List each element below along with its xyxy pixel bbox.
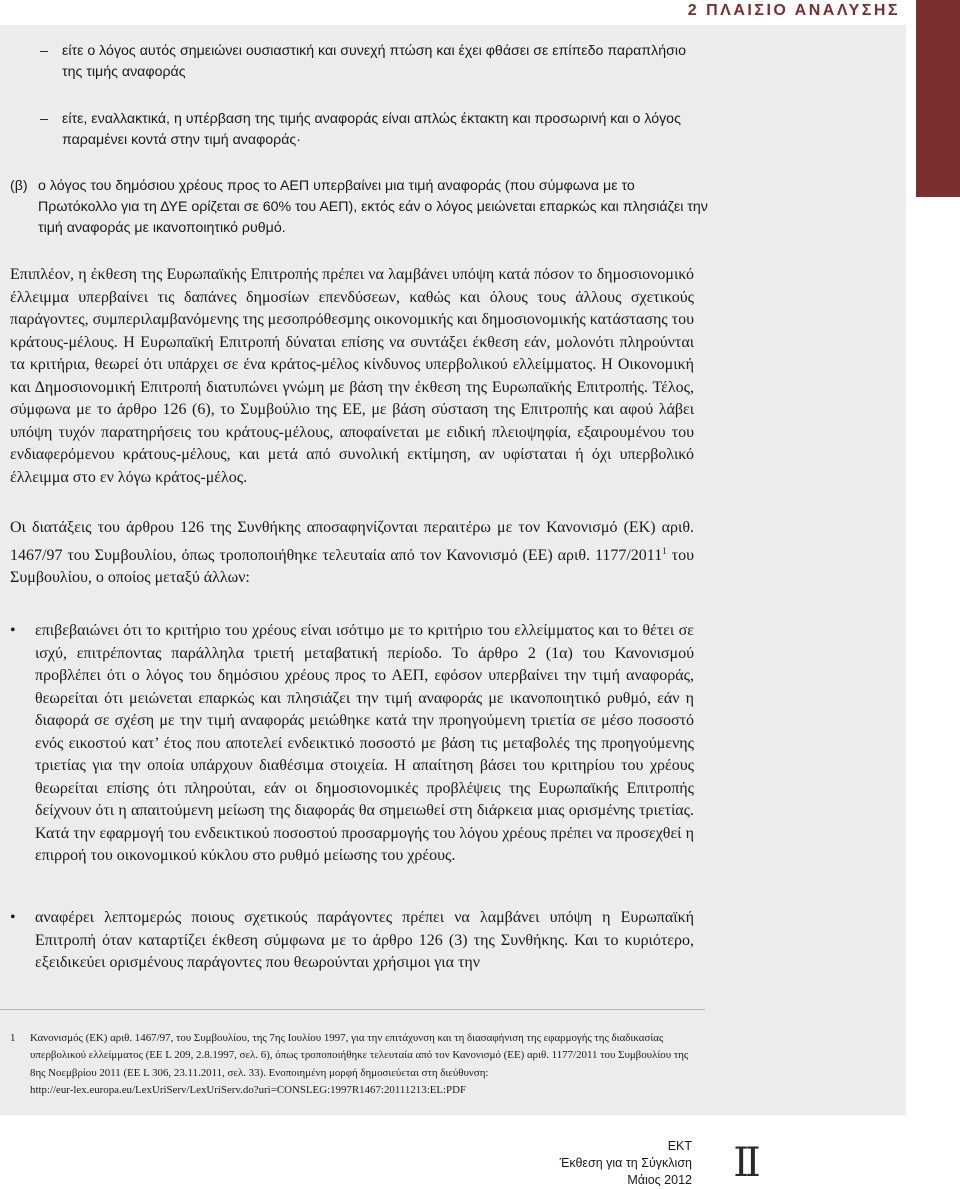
section-header: 2 ΠΛΑΙΣΙΟ ΑΝΑΛΥΣΗΣ (687, 2, 900, 19)
paragraph-text: του Συμβουλίου, ο οποίος μεταξύ άλλων: (10, 546, 694, 586)
criterion-b-item (10, 176, 710, 239)
footnote-link[interactable]: http://eur-lex.europa.eu/LexUriServ/LexUriServ.do?uri=CONSLEG:1997R1467:20111213:EL:PDF (30, 1084, 467, 1097)
footer-publisher: ΕΚΤ (667, 1139, 692, 1153)
body-paragraph: Επιπλέον, η έκθεση της Ευρωπαϊκής Επιτροπής πρέπει να λαμβάνει υπόψη κατά πόσον το δημοσιονομικό έλλειμμα υπερβαίνει τις δαπάνες δημοσίων επενδύσεων, καθώς και όλους τους άλλους σχετικούς παράγοντες, συμπεριλαμβανόμενης της μεσοπρόθεσμης οικονομικής και δημοσιονομικής κατάστασης του κράτους-μέλους. Η Ευρωπαϊκή Επιτροπή δύναται επίσης να συντάξει έκθεση εάν, μολονότι πληρούνται τα κριτήρια, θεωρεί ότι υπάρχει σε ένα κράτος-μέλος κίνδυνος υπερβολικού ελλείμματος. Η Οικονομική και Δημοσιονομική Επιτροπή διατυπώνει γνώμη με βάση την έκθεση της Ευρωπαϊκής Επιτροπής. Τέλος, σύμφωνα με το άρθρο 126 (6), το Συμβούλιο της ΕΕ, με βάση σύσταση της Επιτροπής και αφού λάβει υπόψη τυχόν παρατηρήσεις του κράτους-μέλους, αποφαίνεται με ειδική πλειοψηφία, εξαιρουμένου του ενδιαφερόμενου κράτους-μέλους, και μετά από συνολική εκτίμηση, αν υφίσταται ή όχι υπερβολικό έλλειμμα στο εν λόγω κράτος-μέλος. (10, 266, 694, 486)
regulation-paragraph (10, 517, 694, 590)
page-number: II (733, 1140, 757, 1186)
section-side-tab (916, 0, 960, 197)
item-marker: (β) (10, 178, 28, 194)
footnote-text: Κανονισμός (ΕΚ) αριθ. 1467/97, του Συμβουλίου, της 7ης Ιουλίου 1997, για την επιτάχυνση και τη διασαφήνιση της εφαρμογής της διαδικασίας υπερβολικού ελλείμματος (ΕΕ L 209, 2.8.1997, σελ. 6), όπως τροποποιήθηκε τελευταία από τον Κανονισμό (ΕΕ) αριθ. 1177/2011 του Συμβουλίου της 8ης Νοεμβρίου 2011 (ΕΕ L 306, 23.11.2011, σελ. 33). Ενοποιημένη μορφή δημοσιεύεται στη διεύθυνση: (30, 1032, 689, 1079)
bullet-item (10, 620, 694, 868)
dash-marker: – (40, 43, 48, 59)
list-item-text: είτε ο λόγος αυτός σημειώνει ουσιαστική και συνεχή πτώση και έχει φθάσει σε επίπεδο παραπλήσιο της τιμής αναφοράς (62, 43, 686, 80)
list-item (40, 41, 700, 83)
footnote-reference: 1 (662, 545, 667, 556)
bullet-marker: • (10, 909, 16, 926)
footnote-number: 1 (10, 1032, 16, 1044)
paragraph-text: Οι διατάξεις του άρθρου 126 της Συνθήκης αποσαφηνίζονται περαιτέρω με τον Κανονισμό (ΕΚ) αριθ. 1467/97 του Συμβουλίου, όπως τροποποιήθηκε τελευταία από τον Κανονισμό (ΕΕ) αριθ. 1177/2011 (10, 519, 694, 564)
footer-date: Μάιος 2012 (627, 1173, 692, 1187)
bullet-item (10, 907, 694, 975)
bullet-marker: • (10, 622, 16, 639)
footnote (10, 1030, 700, 1100)
bullet-text: αναφέρει λεπτομερώς ποιους σχετικούς παράγοντες πρέπει να λαμβάνει υπόψη η Ευρωπαϊκή Επιτροπή όταν καταρτίζει έκθεση σύμφωνα με το άρθρο 126 (3) της Συνθήκης. Και το κυριότερο, εξειδικεύει ορισμένους παράγοντες που θεωρούνται χρήσιμοι για την (35, 909, 694, 971)
list-item-text: είτε, εναλλακτικά, η υπέρβαση της τιμής αναφοράς είναι απλώς έκτακτη και προσωρινή και ο λόγος παραμένει κοντά στην τιμή αναφοράς· (62, 111, 681, 148)
list-item (40, 109, 700, 151)
footer-report-title: Έκθεση για τη Σύγκλιση (559, 1156, 692, 1170)
page-footer (560, 1138, 692, 1189)
footnote-divider (0, 1009, 705, 1010)
dash-marker: – (40, 111, 48, 127)
bullet-text: επιβεβαιώνει ότι το κριτήριο του χρέους είναι ισότιμο με το κριτήριο του ελλείμματος και το θέτει σε ισχύ, επιτρέποντας παράλληλα τριετή μεταβατική περίοδο. Το άρθρο 2 (1α) του Κανονισμού προβλέπει ότι ο λόγος του δημόσιου χρέους προς το ΑΕΠ, εφόσον υπερβαίνει την τιμή αναφοράς, θεωρείται ότι μειώνεται επαρκώς και πλησιάζει την τιμή αναφοράς με ικανοποιητικό ρυθμό, εάν η διαφορά σε σχέση με την τιμή αναφοράς μειώθηκε κατά την προηγούμενη τριετία σε μέσο ποσοστό ενός εικοστού κατ’ έτος που αποτελεί ενδεικτικό ποσοστό με βάση τις μεταβολές της προηγούμενης τριετίας για την οποία υπάρχουν διαθέσιμα στοιχεία. Η απαίτηση βάσει του κριτηρίου του χρέους θεωρείται επίσης ότι πληρούται, εάν οι δημοσιονομικές προβλέψεις της Ευρωπαϊκής Επιτροπής δείχνουν ότι η απαιτούμενη μείωση της διαφοράς θα σημειωθεί στη διάρκεια μιας ορισμένης τριετίας. Κατά την εφαρμογή του ενδεικτικού ποσοστού προσαρμογής του λόγου χρέους πρέπει να προσεχθεί η επιρροή του οικονομικού κύκλου στο ρυθμό μείωσης του χρέους. (35, 622, 694, 864)
criterion-b-text: ο λόγος του δημόσιου χρέους προς το ΑΕΠ υπερβαίνει μια τιμή αναφοράς (που σύμφωνα με το Πρωτόκολλο για τη ΔΥΕ ορίζεται σε 60% του ΑΕΠ), εκτός εάν ο λόγος μειώνεται επαρκώς και πλησιάζει την τιμή αναφοράς με ικανοποιητικό ρυθμό. (38, 178, 708, 236)
